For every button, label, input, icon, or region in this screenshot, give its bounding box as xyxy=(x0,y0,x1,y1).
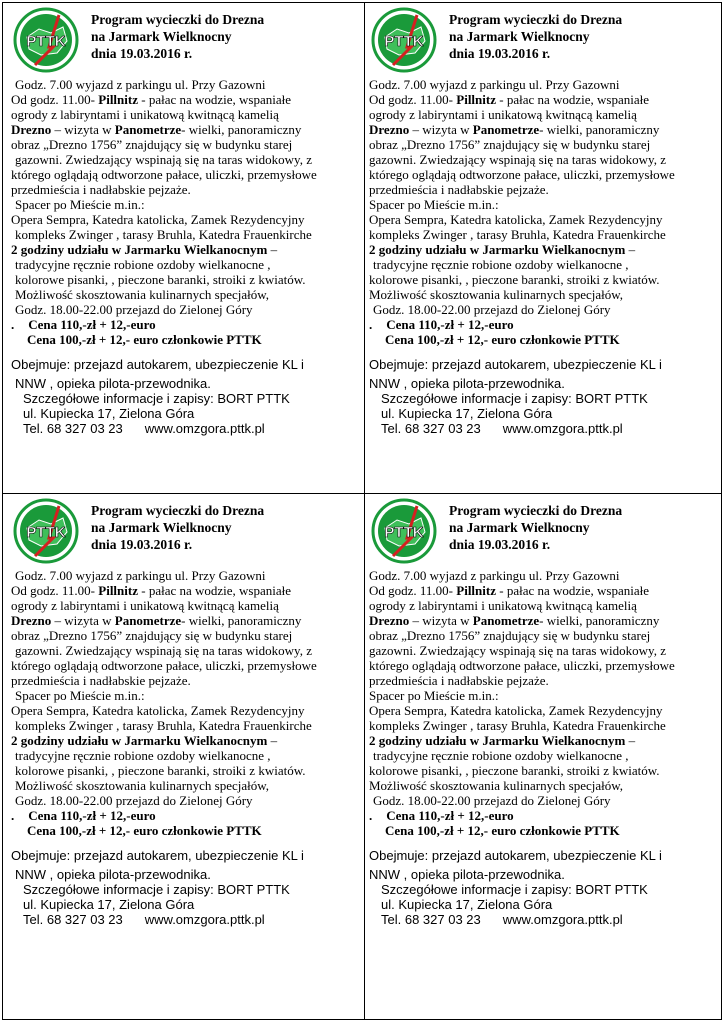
text-line: Spacer po Mieście m.in.: xyxy=(369,197,499,212)
text-line xyxy=(369,421,719,436)
text-line: obraz „Drezno 1756” znajdujący się w budynku starej xyxy=(369,628,651,643)
text-line: Możliwość skosztowania kulinarnych specjałów, xyxy=(369,287,624,302)
text-line: Obejmuje: przejazd autokarem, ubezpieczenie KL i xyxy=(11,357,304,372)
text-line: przedmieścia i nadłabskie pejzaże. xyxy=(11,182,191,197)
text-span: 2 godziny udziału w Jarmarku Wielkanocnym xyxy=(369,733,626,748)
text-span: Program wycieczki do Drezna xyxy=(91,503,265,518)
text-line: ogrody z labiryntami i unikatową kwitnącą kamelią xyxy=(369,107,637,122)
text-line: kolorowe pisanki, , pieczone baranki, stroiki z kwiatów. xyxy=(15,272,306,287)
text-line: Cena 100,-zł + 12,- euro członkowie PTTK xyxy=(27,332,262,347)
text-line: Obejmuje: przejazd autokarem, ubezpieczenie KL i xyxy=(369,848,662,863)
text-line: Cena 100,-zł + 12,- euro członkowie PTTK xyxy=(27,823,262,838)
text-line: Szczegółowe informacje i zapisy: BORT PTTK xyxy=(381,391,648,406)
text-line: Godz. 7.00 wyjazd z parkingu ul. Przy Gazowni xyxy=(15,77,266,92)
text-span: Program wycieczki do Drezna xyxy=(449,12,623,27)
text-line: Szczegółowe informacje i zapisy: BORT PTTK xyxy=(23,882,290,897)
text-line: kolorowe pisanki, , pieczone baranki, stroiki z kwiatów. xyxy=(369,763,660,778)
text-line: Szczegółowe informacje i zapisy: BORT PTTK xyxy=(23,391,290,406)
text-line xyxy=(369,808,719,823)
text-span: – xyxy=(625,733,636,748)
text-span: Program wycieczki do Drezna xyxy=(449,503,623,518)
text-line: obraz „Drezno 1756” znajdujący się w budynku starej xyxy=(11,628,293,643)
text-line: Możliwość skosztowania kulinarnych specjałów, xyxy=(15,778,270,793)
text-line: gazowni. Zwiedzający wspinają się na taras widokowy, z xyxy=(369,152,666,167)
text-span: Cena 110,-zł + 12,-euro xyxy=(386,808,514,823)
text-span: Od godz. 11.00- xyxy=(369,583,457,598)
text-span: Od godz. 11.00- xyxy=(11,92,99,107)
text-line: kompleks Zwinger , tarasy Bruhla, Katedra Frauenkirche xyxy=(15,718,312,733)
text-span: - wielki, panoramiczny xyxy=(539,122,660,137)
text-line: Godz. 18.00-22.00 przejazd do Zielonej Góry xyxy=(15,793,253,808)
text-line: Opera Sempra, Katedra katolicka, Zamek Rezydencyjny xyxy=(369,703,663,718)
text-line: gazowni. Zwiedzający wspinają się na taras widokowy, z xyxy=(15,643,312,658)
text-span: - pałac na wodzie, wspaniałe xyxy=(495,92,650,107)
text-line xyxy=(369,733,719,748)
svg-text:PTTK: PTTK xyxy=(26,33,66,50)
text-span: Drezno xyxy=(369,122,410,137)
text-span: Drezno xyxy=(11,122,52,137)
text-line: Godz. 7.00 wyjazd z parkingu ul. Przy Gazowni xyxy=(15,568,266,583)
text-line: tradycyjne ręcznie robione ozdoby wielkanocne , xyxy=(373,748,629,763)
text-line: tradycyjne ręcznie robione ozdoby wielkanocne , xyxy=(373,257,629,272)
text-line: przedmieścia i nadłabskie pejzaże. xyxy=(11,673,191,688)
text-span: . xyxy=(369,808,373,823)
flyer-copy xyxy=(11,498,361,978)
svg-text:PTTK: PTTK xyxy=(384,33,424,50)
text-span: Cena 110,-zł + 12,-euro xyxy=(28,808,156,823)
text-span: - wielki, panoramiczny xyxy=(181,122,302,137)
text-line: NNW , opieka pilota-przewodnika. xyxy=(15,376,211,391)
text-line: kompleks Zwinger , tarasy Bruhla, Katedra Frauenkirche xyxy=(369,718,666,733)
pttk-logo-icon xyxy=(13,498,79,564)
text-span: – wizyta w xyxy=(51,613,115,628)
svg-text:PTTK: PTTK xyxy=(26,524,66,541)
text-span: – wizyta w xyxy=(409,613,473,628)
text-line xyxy=(11,317,361,332)
cut-line-horizontal xyxy=(3,493,721,494)
text-span: www.omzgora.pttk.pl xyxy=(144,912,265,927)
text-line xyxy=(11,808,361,823)
text-line: gazowni. Zwiedzający wspinają się na taras widokowy, z xyxy=(15,152,312,167)
text-span: dnia 19.03.2016 r. xyxy=(91,46,193,61)
text-span: Panometrze xyxy=(472,122,540,137)
text-span: – xyxy=(267,242,278,257)
text-line: tradycyjne ręcznie robione ozdoby wielkanocne , xyxy=(15,748,271,763)
text-line xyxy=(11,613,361,628)
text-span: Pillnitz xyxy=(456,583,496,598)
text-line: gazowni. Zwiedzający wspinają się na taras widokowy, z xyxy=(369,643,666,658)
text-span: – xyxy=(267,733,278,748)
text-line: Spacer po Mieście m.in.: xyxy=(15,197,145,212)
text-line: Cena 100,-zł + 12,- euro członkowie PTTK xyxy=(385,332,620,347)
text-line: kolorowe pisanki, , pieczone baranki, stroiki z kwiatów. xyxy=(15,763,306,778)
text-span: Cena 110,-zł + 12,-euro xyxy=(386,317,514,332)
flyer-title xyxy=(449,502,622,553)
text-line: Opera Sempra, Katedra katolicka, Zamek Rezydencyjny xyxy=(11,212,305,227)
flyer-copy xyxy=(11,7,361,487)
text-line: ul. Kupiecka 17, Zielona Góra xyxy=(23,406,195,421)
pttk-logo-icon xyxy=(13,7,79,73)
text-span: 2 godziny udziału w Jarmarku Wielkanocnym xyxy=(11,242,268,257)
text-span: Pillnitz xyxy=(98,583,138,598)
text-span: . xyxy=(11,808,15,823)
text-line: Godz. 7.00 wyjazd z parkingu ul. Przy Gazowni xyxy=(369,77,620,92)
pttk-logo-icon xyxy=(371,498,437,564)
flyer-title xyxy=(449,11,622,62)
text-line: tradycyjne ręcznie robione ozdoby wielkanocne , xyxy=(15,257,271,272)
text-span: - wielki, panoramiczny xyxy=(181,613,302,628)
text-span: - wielki, panoramiczny xyxy=(539,613,660,628)
text-line: ogrody z labiryntami i unikatową kwitnącą kamelią xyxy=(369,598,637,613)
text-span: Pillnitz xyxy=(456,92,496,107)
cut-line-vertical xyxy=(364,3,365,1019)
text-line: Opera Sempra, Katedra katolicka, Zamek Rezydencyjny xyxy=(369,212,663,227)
text-span: Drezno xyxy=(369,613,410,628)
text-line: Opera Sempra, Katedra katolicka, Zamek Rezydencyjny xyxy=(11,703,305,718)
text-line: Cena 100,-zł + 12,- euro członkowie PTTK xyxy=(385,823,620,838)
svg-text:PTTK: PTTK xyxy=(384,524,424,541)
text-line xyxy=(369,613,719,628)
text-span: Pillnitz xyxy=(98,92,138,107)
text-line: Obejmuje: przejazd autokarem, ubezpieczenie KL i xyxy=(369,357,662,372)
text-line: kolorowe pisanki, , pieczone baranki, stroiki z kwiatów. xyxy=(369,272,660,287)
text-line: którego oglądają odtworzone pałace, uliczki, przemysłowe xyxy=(11,167,317,182)
flyer-sheet xyxy=(2,2,722,1020)
flyer-title xyxy=(91,502,264,553)
text-span: - pałac na wodzie, wspaniałe xyxy=(137,583,292,598)
text-line: Możliwość skosztowania kulinarnych specjałów, xyxy=(15,287,270,302)
text-span: – xyxy=(625,242,636,257)
flyer-copy xyxy=(369,498,719,978)
text-span: - pałac na wodzie, wspaniałe xyxy=(495,583,650,598)
text-span: 2 godziny udziału w Jarmarku Wielkanocnym xyxy=(11,733,268,748)
text-span: www.omzgora.pttk.pl xyxy=(502,421,623,436)
text-line: Spacer po Mieście m.in.: xyxy=(369,688,499,703)
text-line: Godz. 18.00-22.00 przejazd do Zielonej Góry xyxy=(373,793,611,808)
text-span: dnia 19.03.2016 r. xyxy=(449,537,551,552)
text-line: ul. Kupiecka 17, Zielona Góra xyxy=(23,897,195,912)
text-line xyxy=(11,733,361,748)
text-span: www.omzgora.pttk.pl xyxy=(502,912,623,927)
text-line xyxy=(11,583,361,598)
flyer-title xyxy=(91,11,264,62)
text-line xyxy=(369,317,719,332)
text-span: – wizyta w xyxy=(51,122,115,137)
text-span: Tel. 68 327 03 23 xyxy=(23,912,123,927)
text-line xyxy=(11,242,361,257)
text-span: Panometrze xyxy=(114,613,182,628)
text-line: Godz. 18.00-22.00 przejazd do Zielonej Góry xyxy=(15,302,253,317)
text-span: Panometrze xyxy=(472,613,540,628)
text-span: Program wycieczki do Drezna xyxy=(91,12,265,27)
text-line: Możliwość skosztowania kulinarnych specjałów, xyxy=(369,778,624,793)
text-line: NNW , opieka pilota-przewodnika. xyxy=(369,867,565,882)
text-span: na Jarmark Wielknocny xyxy=(449,520,590,535)
text-span: Panometrze xyxy=(114,122,182,137)
text-span: - pałac na wodzie, wspaniałe xyxy=(137,92,292,107)
text-span: dnia 19.03.2016 r. xyxy=(91,537,193,552)
text-line xyxy=(369,242,719,257)
text-span: – wizyta w xyxy=(409,122,473,137)
text-line: Spacer po Mieście m.in.: xyxy=(15,688,145,703)
text-span: na Jarmark Wielknocny xyxy=(91,29,232,44)
text-span: Tel. 68 327 03 23 xyxy=(23,421,123,436)
text-span: Drezno xyxy=(11,613,52,628)
text-line: przedmieścia i nadłabskie pejzaże. xyxy=(369,673,549,688)
text-line xyxy=(369,583,719,598)
text-line: obraz „Drezno 1756” znajdujący się w budynku starej xyxy=(369,137,651,152)
text-line xyxy=(11,92,361,107)
text-span: Od godz. 11.00- xyxy=(11,583,99,598)
text-line: ul. Kupiecka 17, Zielona Góra xyxy=(381,897,553,912)
text-line: Godz. 7.00 wyjazd z parkingu ul. Przy Gazowni xyxy=(369,568,620,583)
text-span: Tel. 68 327 03 23 xyxy=(381,912,481,927)
text-line xyxy=(11,421,361,436)
text-line: którego oglądają odtworzone pałace, uliczki, przemysłowe xyxy=(369,167,675,182)
text-span: na Jarmark Wielknocny xyxy=(91,520,232,535)
text-line: Obejmuje: przejazd autokarem, ubezpieczenie KL i xyxy=(11,848,304,863)
text-line: Szczegółowe informacje i zapisy: BORT PTTK xyxy=(381,882,648,897)
text-line xyxy=(369,912,719,927)
text-line: ogrody z labiryntami i unikatową kwitnącą kamelią xyxy=(11,598,279,613)
text-span: dnia 19.03.2016 r. xyxy=(449,46,551,61)
text-line: ogrody z labiryntami i unikatową kwitnącą kamelią xyxy=(11,107,279,122)
text-line xyxy=(369,122,719,137)
flyer-copy xyxy=(369,7,719,487)
text-line: Godz. 18.00-22.00 przejazd do Zielonej Góry xyxy=(373,302,611,317)
text-line: obraz „Drezno 1756” znajdujący się w budynku starej xyxy=(11,137,293,152)
text-span: na Jarmark Wielknocny xyxy=(449,29,590,44)
text-span: www.omzgora.pttk.pl xyxy=(144,421,265,436)
text-line: kompleks Zwinger , tarasy Bruhla, Katedra Frauenkirche xyxy=(15,227,312,242)
text-line xyxy=(369,92,719,107)
text-line xyxy=(11,122,361,137)
pttk-logo-icon xyxy=(371,7,437,73)
text-line: NNW , opieka pilota-przewodnika. xyxy=(369,376,565,391)
text-line: którego oglądają odtworzone pałace, uliczki, przemysłowe xyxy=(369,658,675,673)
text-line: którego oglądają odtworzone pałace, uliczki, przemysłowe xyxy=(11,658,317,673)
text-line: kompleks Zwinger , tarasy Bruhla, Katedra Frauenkirche xyxy=(369,227,666,242)
text-line: NNW , opieka pilota-przewodnika. xyxy=(15,867,211,882)
text-span: . xyxy=(369,317,373,332)
text-span: Od godz. 11.00- xyxy=(369,92,457,107)
text-span: 2 godziny udziału w Jarmarku Wielkanocnym xyxy=(369,242,626,257)
text-line xyxy=(11,912,361,927)
text-line: ul. Kupiecka 17, Zielona Góra xyxy=(381,406,553,421)
text-span: Tel. 68 327 03 23 xyxy=(381,421,481,436)
text-span: Cena 110,-zł + 12,-euro xyxy=(28,317,156,332)
text-span: . xyxy=(11,317,15,332)
text-line: przedmieścia i nadłabskie pejzaże. xyxy=(369,182,549,197)
